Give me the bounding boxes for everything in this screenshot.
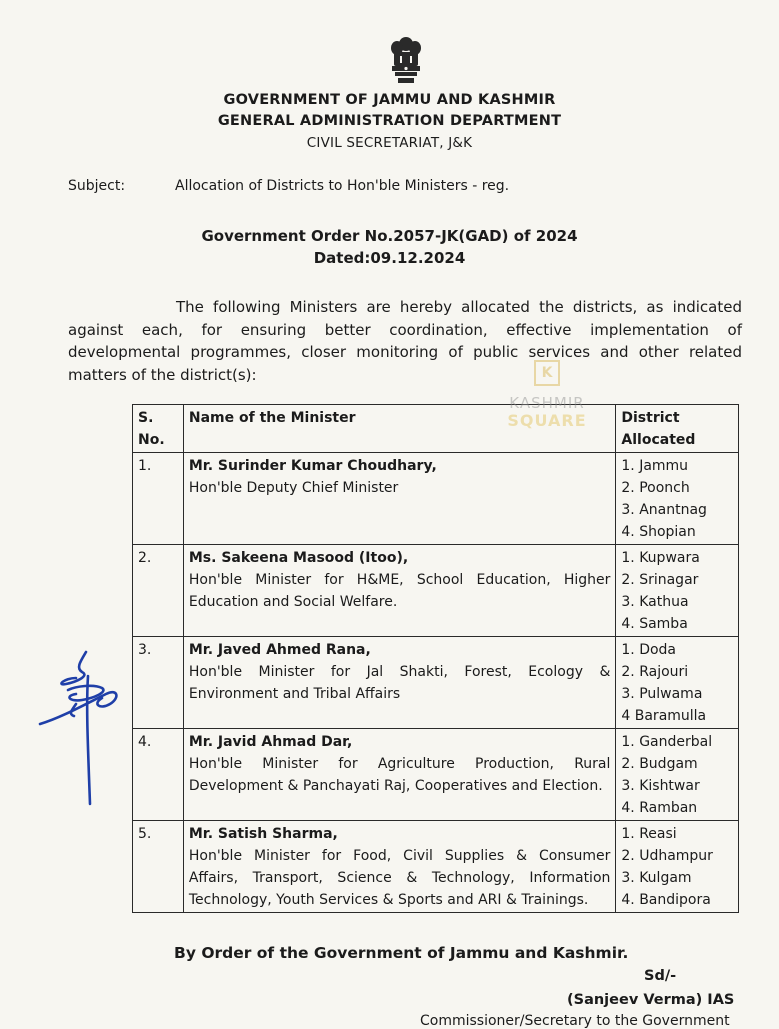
minister-role: Hon'ble Minister for Agriculture Production, Rural Development & Panchayati Raj, Cooperatives and Election.	[188, 756, 611, 794]
district-item: 2. Budgam	[621, 756, 698, 772]
minister-name: Mr. Javid Ahmad Dar,	[188, 734, 353, 750]
minister-name: Mr. Satish Sharma,	[188, 826, 338, 842]
header-district	[616, 405, 739, 453]
header-sno-line1: S.	[138, 410, 154, 426]
district-item: 1. Kupwara	[621, 550, 700, 566]
body-paragraph: The following Ministers are hereby allocated the districts, as indicated against each, for ensuring better coordination, effective implementation of developmental programmes, closer monitoring of public services and other related matters of the district(s):	[68, 298, 742, 384]
minister-name: Mr. Surinder Kumar Choudhary,	[188, 458, 437, 474]
row-districts	[616, 637, 739, 729]
header-sno-line2: No.	[138, 432, 165, 448]
table-row	[133, 729, 739, 821]
district-item: 4. Ramban	[621, 800, 698, 816]
row-minister	[183, 545, 616, 637]
district-item: 1. Jammu	[621, 458, 689, 474]
header-government: GOVERNMENT OF JAMMU AND KASHMIR	[223, 92, 556, 108]
allocation-table	[132, 404, 739, 913]
subject-text: Allocation of Districts to Hon'ble Ministers - reg.	[175, 178, 510, 194]
signatory-name: (Sanjeev Verma) IAS	[567, 992, 735, 1008]
by-order-line: By Order of the Government of Jammu and Kashmir.	[174, 944, 629, 962]
row-minister	[183, 453, 616, 545]
sd-mark: Sd/-	[644, 968, 677, 984]
district-item: 3. Anantnag	[621, 502, 707, 518]
row-districts	[616, 821, 739, 913]
row-sno: 1.	[133, 453, 184, 545]
header-secretariat: CIVIL SECRETARIAT, J&K	[306, 135, 473, 151]
header-sno	[133, 405, 184, 453]
district-item: 3. Kathua	[621, 594, 689, 610]
handwritten-signature-icon	[36, 648, 128, 808]
row-minister	[183, 729, 616, 821]
minister-name: Ms. Sakeena Masood (Itoo),	[188, 550, 409, 566]
minister-role: Hon'ble Minister for H&ME, School Education, Higher Education and Social Welfare.	[188, 572, 611, 610]
row-districts	[616, 453, 739, 545]
signatory-designation: Commissioner/Secretary to the Government	[420, 1013, 730, 1029]
district-item: 3. Pulwama	[621, 686, 703, 702]
table-row	[133, 821, 739, 913]
watermark-line2: SQUARE	[507, 411, 587, 430]
watermark-logo-icon: K	[534, 360, 560, 386]
header-district-line2: Allocated	[621, 432, 696, 448]
district-item: 1. Doda	[621, 642, 677, 658]
district-item: 3. Kishtwar	[621, 778, 700, 794]
district-item: 1. Reasi	[621, 826, 677, 842]
row-sno: 2.	[133, 545, 184, 637]
district-item: 2. Rajouri	[621, 664, 689, 680]
minister-role: Hon'ble Minister for Food, Civil Supplies & Consumer Affairs, Transport, Science & Technology, Information Technology, Youth Services & Sports and ARI & Trainings.	[188, 848, 611, 908]
district-item: 4 Baramulla	[621, 708, 707, 724]
order-date: Dated:09.12.2024	[313, 249, 466, 267]
minister-role: Hon'ble Minister for Jal Shakti, Forest, Ecology & Environment and Tribal Affairs	[188, 664, 611, 702]
subject-label: Subject:	[68, 178, 126, 194]
watermark-line1: KASHMIR	[509, 394, 585, 412]
header-minister-name: Name of the Minister	[183, 405, 616, 453]
order-number: Government Order No.2057-JK(GAD) of 2024	[201, 227, 578, 245]
district-item: 2. Srinagar	[621, 572, 699, 588]
header-district-line1: District	[621, 410, 680, 426]
district-item: 1. Ganderbal	[621, 734, 713, 750]
header-department: GENERAL ADMINISTRATION DEPARTMENT	[217, 113, 562, 129]
district-item: 4. Bandipora	[621, 892, 711, 908]
district-item: 3. Kulgam	[621, 870, 692, 886]
national-emblem-icon	[386, 34, 426, 86]
row-minister	[183, 821, 616, 913]
district-item: 4. Samba	[621, 616, 688, 632]
row-sno: 4.	[133, 729, 184, 821]
minister-name: Mr. Javed Ahmed Rana,	[188, 642, 371, 658]
table-row	[133, 453, 739, 545]
row-sno: 3.	[133, 637, 184, 729]
district-item: 2. Udhampur	[621, 848, 713, 864]
row-sno: 5.	[133, 821, 184, 913]
row-districts	[616, 545, 739, 637]
table-row	[133, 637, 739, 729]
district-item: 2. Poonch	[621, 480, 690, 496]
table-header-row	[133, 405, 739, 453]
table-row	[133, 545, 739, 637]
row-minister	[183, 637, 616, 729]
row-districts	[616, 729, 739, 821]
district-item: 4. Shopian	[621, 524, 696, 540]
minister-role: Hon'ble Deputy Chief Minister	[188, 480, 399, 496]
